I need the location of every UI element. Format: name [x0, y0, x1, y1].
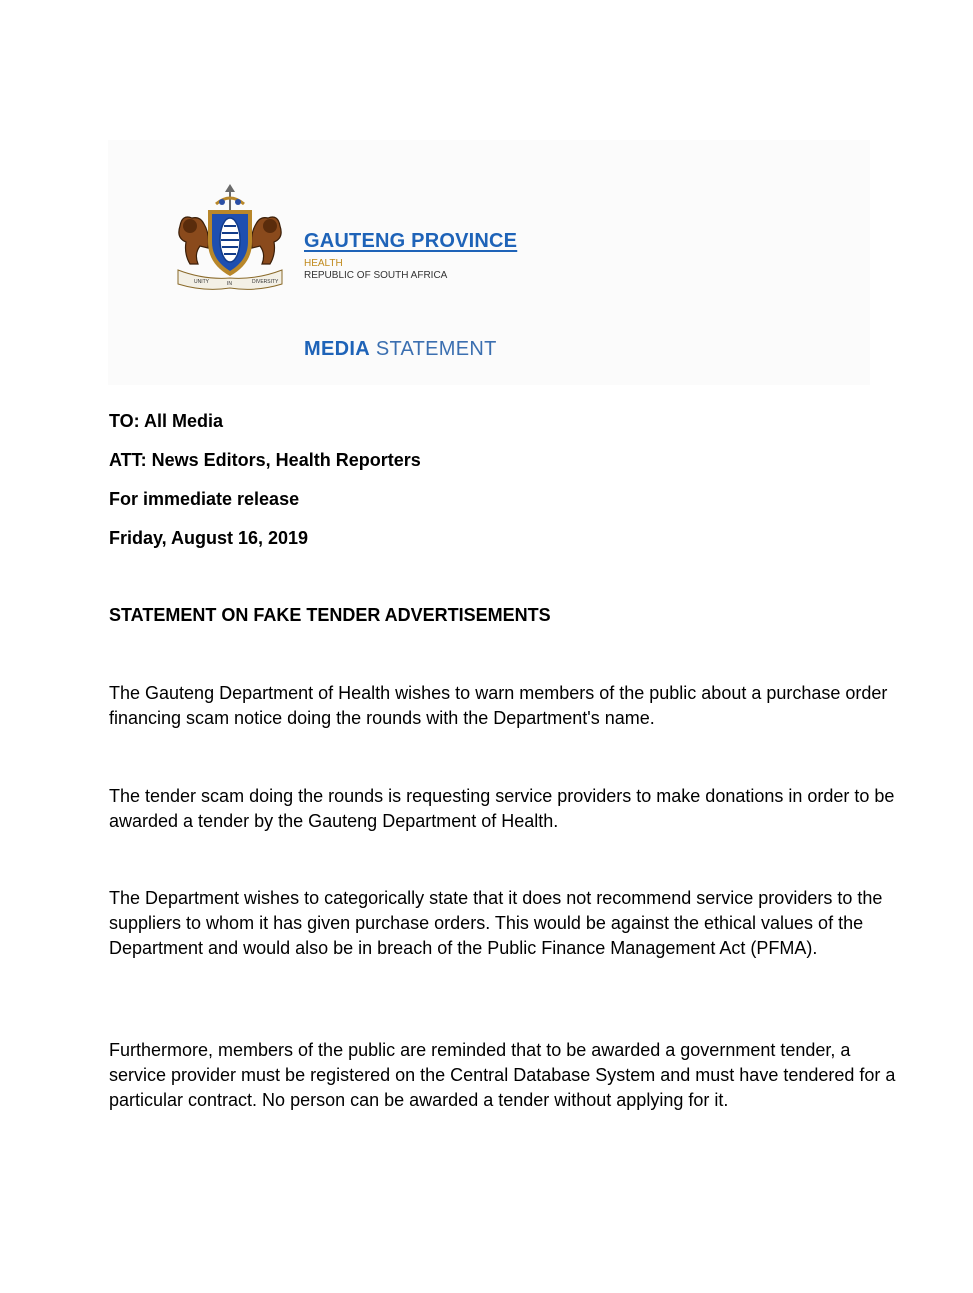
coat-of-arms-logo	[164, 184, 296, 292]
letterhead	[108, 140, 870, 385]
media-statement-title	[304, 338, 497, 361]
department-name: HEALTH	[304, 258, 343, 269]
paragraph-2: The tender scam doing the rounds is requesting service providers to make donations in order to be awarded a tender by the Gauteng Department of Health.	[109, 786, 895, 831]
coat-of-arms-icon	[164, 184, 296, 292]
attention-line: ATT: News Editors, Health Reporters	[109, 450, 421, 470]
statement-heading: STATEMENT ON FAKE TENDER ADVERTISEMENTS	[109, 605, 551, 625]
svg-text:DIVERSITY: DIVERSITY	[252, 279, 279, 285]
svg-text:UNITY: UNITY	[194, 279, 209, 285]
svg-text:IN: IN	[227, 281, 232, 287]
release-line: For immediate release	[109, 489, 300, 509]
media-title-bold: MEDIA	[304, 338, 370, 360]
paragraph-1: The Gauteng Department of Health wishes to warn members of the public about a purchase order financing scam notice doing the rounds with the Department's name.	[109, 683, 888, 728]
recipient-line: TO: All Media	[109, 411, 224, 431]
province-name: GAUTENG PROVINCE	[304, 230, 518, 252]
paragraph-3: The Department wishes to categorically state that it does not recommend service providers to the suppliers to whom it has given purchase orders. This would be against the ethical values of the Department and would also be in breach of the Public Finance Management Act (PFMA).	[109, 888, 883, 958]
paragraph-4: Furthermore, members of the public are reminded that to be awarded a government tender, a service provider must be registered on the Central Database System and must have tendered for a particular contract. No person can be awarded a tender without applying for it.	[109, 1040, 896, 1110]
date-line: Friday, August 16, 2019	[109, 528, 309, 548]
country-name: REPUBLIC OF SOUTH AFRICA	[304, 270, 448, 281]
media-title-rest: STATEMENT	[375, 338, 497, 360]
